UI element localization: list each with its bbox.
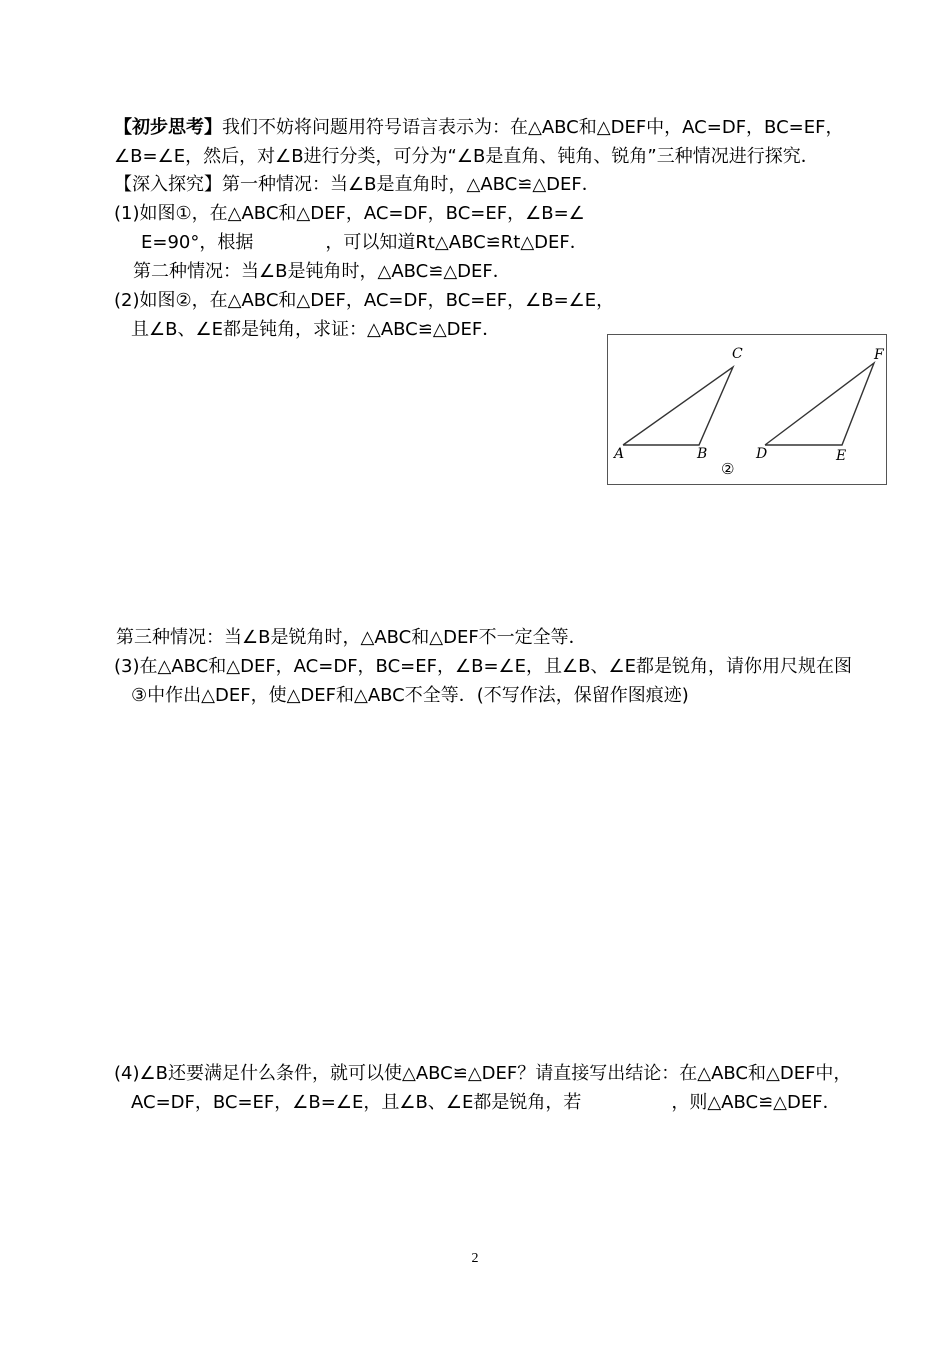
line-11: ③中作出△DEF，使△DEF和△ABC不全等．(不写作法，保留作图痕迹) [131, 685, 689, 706]
label-d: D [756, 446, 768, 462]
line-4: (1)如图①，在△ABC和△DEF，AC=DF，BC=EF，∠B=∠ [114, 203, 585, 224]
triangles-diagram [608, 335, 888, 486]
triangle-def [765, 363, 874, 445]
line-12: (4)∠B还要满足什么条件，就可以使△ABC≌△DEF？请直接写出结论：在△ABC和△DEF中， [114, 1063, 852, 1084]
label-f: F [874, 347, 884, 363]
figure-number: ② [721, 460, 735, 478]
line-13: AC=DF，BC=EF，∠B=∠E，且∠B、∠E都是锐角，若 ，则△ABC≌△DEF． [131, 1092, 841, 1113]
line-10: (3)在△ABC和△DEF，AC=DF，BC=EF，∠B=∠E，且∠B、∠E都是锐角，请你用尺规在图 [114, 656, 853, 677]
line-7: (2)如图②，在△ABC和△DEF，AC=DF，BC=EF，∠B=∠E， [114, 290, 615, 311]
line-8: 且∠B、∠E都是钝角，求证：△ABC≌△DEF． [131, 319, 501, 340]
section-heading-initial: 【初步思考】 [114, 117, 222, 138]
line-9: 第三种情况：当∠B是锐角时，△ABC和△DEF不一定全等． [116, 627, 587, 648]
line-1-text: 我们不妨将问题用符号语言表示为：在△ABC和△DEF中，AC=DF，BC=EF， [222, 117, 844, 138]
page-number: 2 [471, 1251, 479, 1266]
line-6: 第二种情况：当∠B是钝角时，△ABC≌△DEF． [133, 261, 511, 282]
line-2: ∠B=∠E，然后，对∠B进行分类，可分为“∠B是直角、钝角、锐角”三种情况进行探究． [114, 146, 819, 167]
label-e: E [836, 448, 847, 464]
label-b: B [697, 446, 708, 462]
label-c: C [732, 346, 743, 362]
line-1 [114, 116, 843, 140]
label-a: A [614, 446, 625, 462]
figure-2-triangles [607, 334, 887, 485]
line-3: 【深入探究】第一种情况：当∠B是直角时，△ABC≌△DEF． [114, 174, 600, 195]
line-5: E=90°，根据 ，可以知道Rt△ABC≌Rt△DEF． [141, 232, 588, 253]
triangle-abc [623, 367, 733, 445]
